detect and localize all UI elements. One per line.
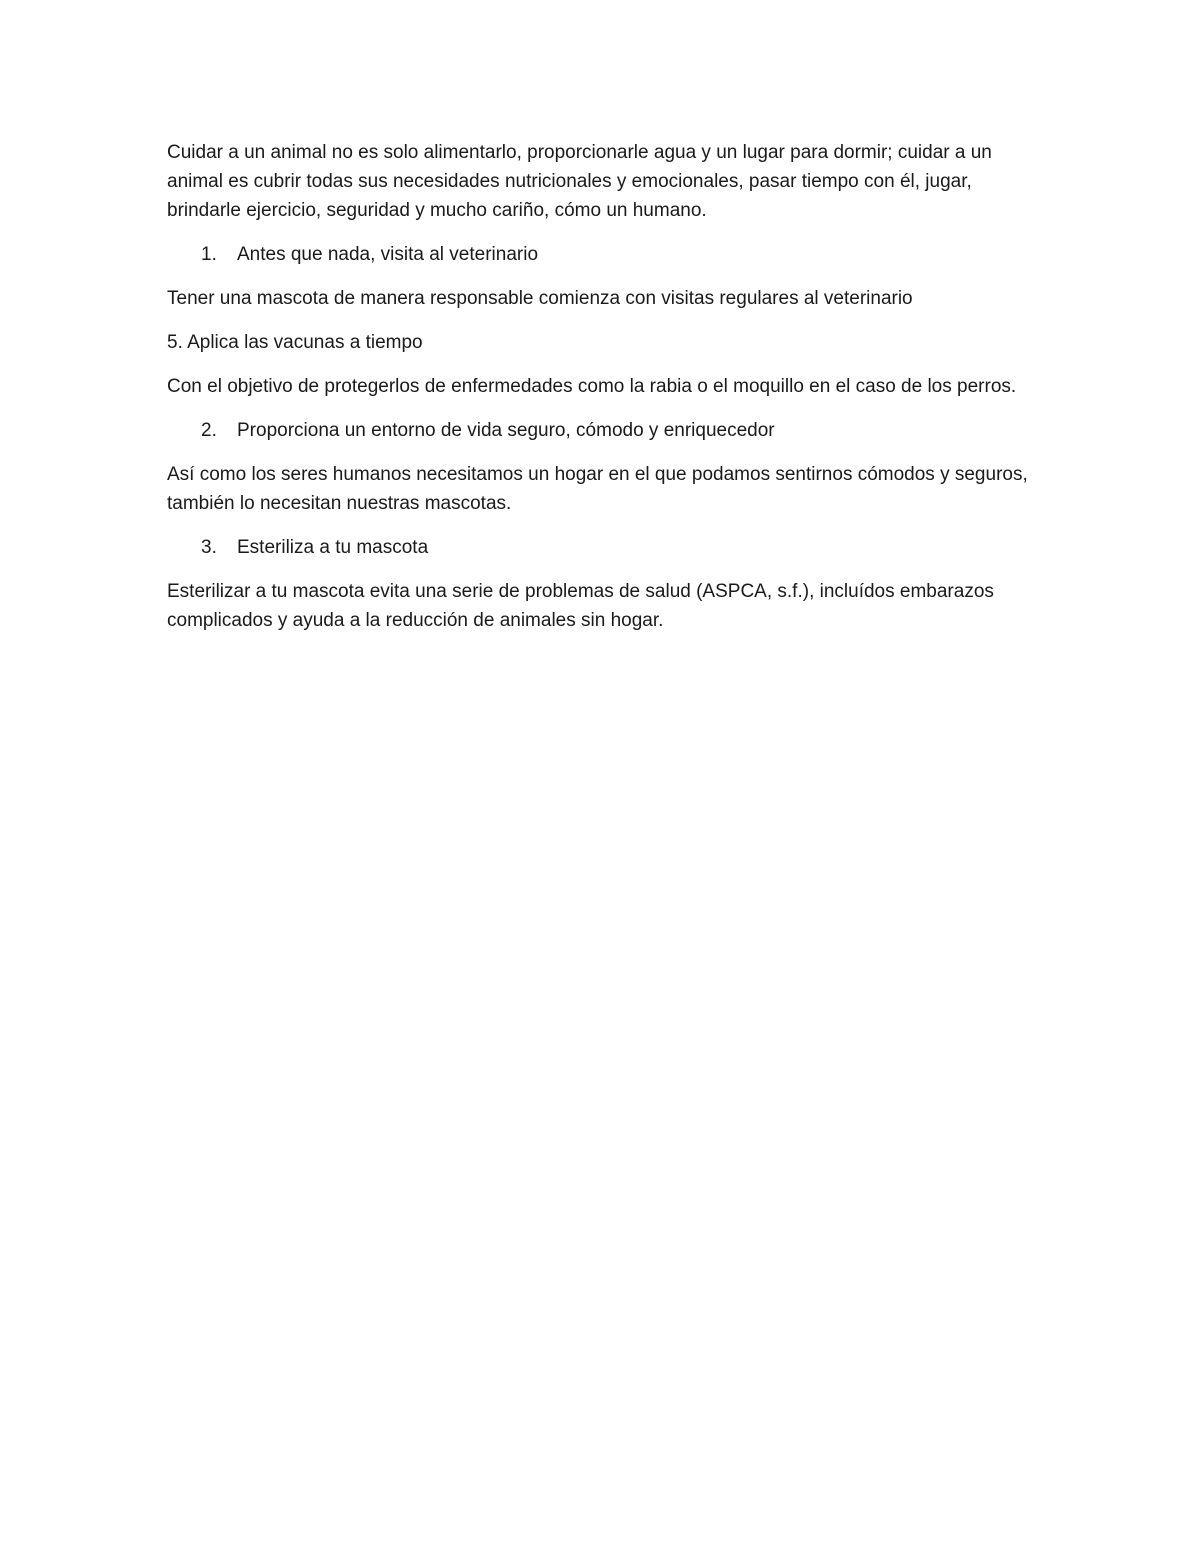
vet-paragraph: Tener una mascota de manera responsable comienza con visitas regulares al veterinario [167, 288, 913, 309]
list-number [167, 240, 237, 269]
list-number-text: 2. [201, 420, 217, 441]
intro-paragraph: Cuidar a un animal no es solo alimentarlo, proporcionarle agua y un lugar para dormir; cuidar a un animal es cubrir todas sus necesidades nutricionales y emocionales, pasar tiempo con él, jugar, brindarle ejercicio, seguridad y mucho cariño, cómo un humano. [167, 142, 992, 221]
list-item-1 [167, 240, 1047, 269]
list-item-text: Esteriliza a tu mascota [237, 537, 429, 558]
document-body [167, 138, 1047, 650]
list-number-text: 1. [201, 244, 217, 265]
list-item-text: Antes que nada, visita al veterinario [237, 244, 539, 265]
environment-paragraph: Así como los seres humanos necesitamos un hogar en el que podamos sentirnos cómodos y seguros, también lo necesitan nuestras mascotas. [167, 464, 1028, 514]
list-item-text: Proporciona un entorno de vida seguro, cómodo y enriquecedor [237, 420, 775, 441]
list-number [167, 416, 237, 445]
vaccines-paragraph: Con el objetivo de protegerlos de enfermedades como la rabia o el moquillo en el caso de los perros. [167, 376, 1017, 397]
list-item-3 [167, 533, 1047, 562]
list-item-2 [167, 416, 1047, 445]
list-number-text: 3. [201, 537, 217, 558]
vaccines-heading: 5. Aplica las vacunas a tiempo [167, 332, 423, 353]
list-number [167, 533, 237, 562]
sterilize-paragraph: Esterilizar a tu mascota evita una serie de problemas de salud (ASPCA, s.f.), incluídos embarazos complicados y ayuda a la reducción de animales sin hogar. [167, 581, 994, 631]
